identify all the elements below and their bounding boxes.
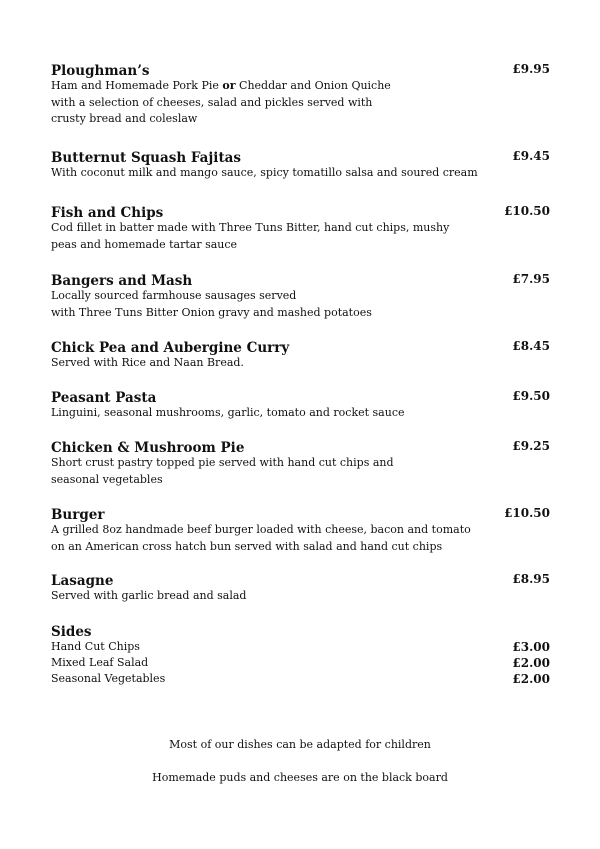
item-description: Cod fillet in batter made with Three Tuns Bitter, hand cut chips, mushy	[51, 221, 450, 234]
side-item	[51, 671, 550, 687]
menu-item	[51, 504, 550, 555]
menu-item	[51, 270, 550, 321]
sides-title: Sides	[51, 624, 92, 640]
item-price: £10.50	[504, 204, 550, 218]
item-description: Ham and Homemade Pork Pie or Cheddar and Onion Quiche	[51, 79, 391, 92]
item-price: £9.25	[512, 439, 550, 453]
item-name: Ploughman’s	[51, 63, 150, 79]
item-name: Chicken & Mushroom Pie	[51, 440, 245, 456]
item-description: seasonal vegetables	[51, 472, 163, 486]
menu-item	[51, 437, 550, 488]
side-price: £3.00	[512, 640, 550, 654]
item-name: Peasant Pasta	[51, 390, 157, 406]
item-description: with a selection of cheeses, salad and pickles served with	[51, 95, 373, 109]
side-name: Mixed Leaf Salad	[51, 656, 149, 669]
item-description: with Three Tuns Bitter Onion gravy and mashed potatoes	[51, 305, 372, 319]
side-name: Hand Cut Chips	[51, 640, 140, 653]
side-price: £2.00	[512, 672, 550, 686]
item-name: Burger	[51, 507, 105, 523]
item-price: £10.50	[504, 506, 550, 520]
item-description: on an American cross hatch bun served with salad and hand cut chips	[51, 539, 443, 553]
item-description: crusty bread and coleslaw	[51, 112, 198, 125]
item-name: Bangers and Mash	[51, 273, 193, 289]
item-description: Served with garlic bread and salad	[51, 589, 247, 602]
side-item	[51, 639, 550, 655]
item-name: Chick Pea and Aubergine Curry	[51, 340, 290, 356]
menu-item	[51, 387, 550, 422]
item-price: £8.95	[512, 572, 550, 586]
menu-item	[51, 570, 550, 605]
item-description: Short crust pastry topped pie served with hand cut chips and	[51, 456, 394, 469]
children-note: Most of our dishes can be adapted for children	[169, 738, 431, 751]
side-name: Seasonal Vegetables	[51, 672, 166, 685]
item-price: £9.95	[512, 62, 550, 76]
item-description: With coconut milk and mango sauce, spicy tomatillo salsa and soured cream	[51, 166, 478, 179]
side-price: £2.00	[512, 656, 550, 670]
item-description: A grilled 8oz handmade beef burger loaded with cheese, bacon and tomato	[51, 523, 471, 536]
menu-item	[51, 147, 550, 182]
menu-item	[51, 202, 550, 253]
item-description: Linguini, seasonal mushrooms, garlic, tomato and rocket sauce	[51, 406, 405, 419]
item-name: Fish and Chips	[51, 205, 164, 221]
item-description: Served with Rice and Naan Bread.	[51, 356, 244, 369]
item-name: Lasagne	[51, 573, 114, 589]
puddings-note: Homemade puds and cheeses are on the black board	[152, 771, 448, 784]
item-price: £8.45	[512, 339, 550, 353]
side-item	[51, 655, 550, 671]
item-description: Locally sourced farmhouse sausages served	[51, 289, 297, 302]
item-price: £9.50	[512, 389, 550, 403]
menu-item	[51, 337, 550, 372]
item-name: Butternut Squash Fajitas	[51, 150, 242, 166]
menu-item	[51, 60, 550, 128]
item-price: £9.45	[512, 149, 550, 163]
item-description: peas and homemade tartar sauce	[51, 237, 238, 251]
item-price: £7.95	[512, 272, 550, 286]
sides-section	[51, 621, 550, 687]
